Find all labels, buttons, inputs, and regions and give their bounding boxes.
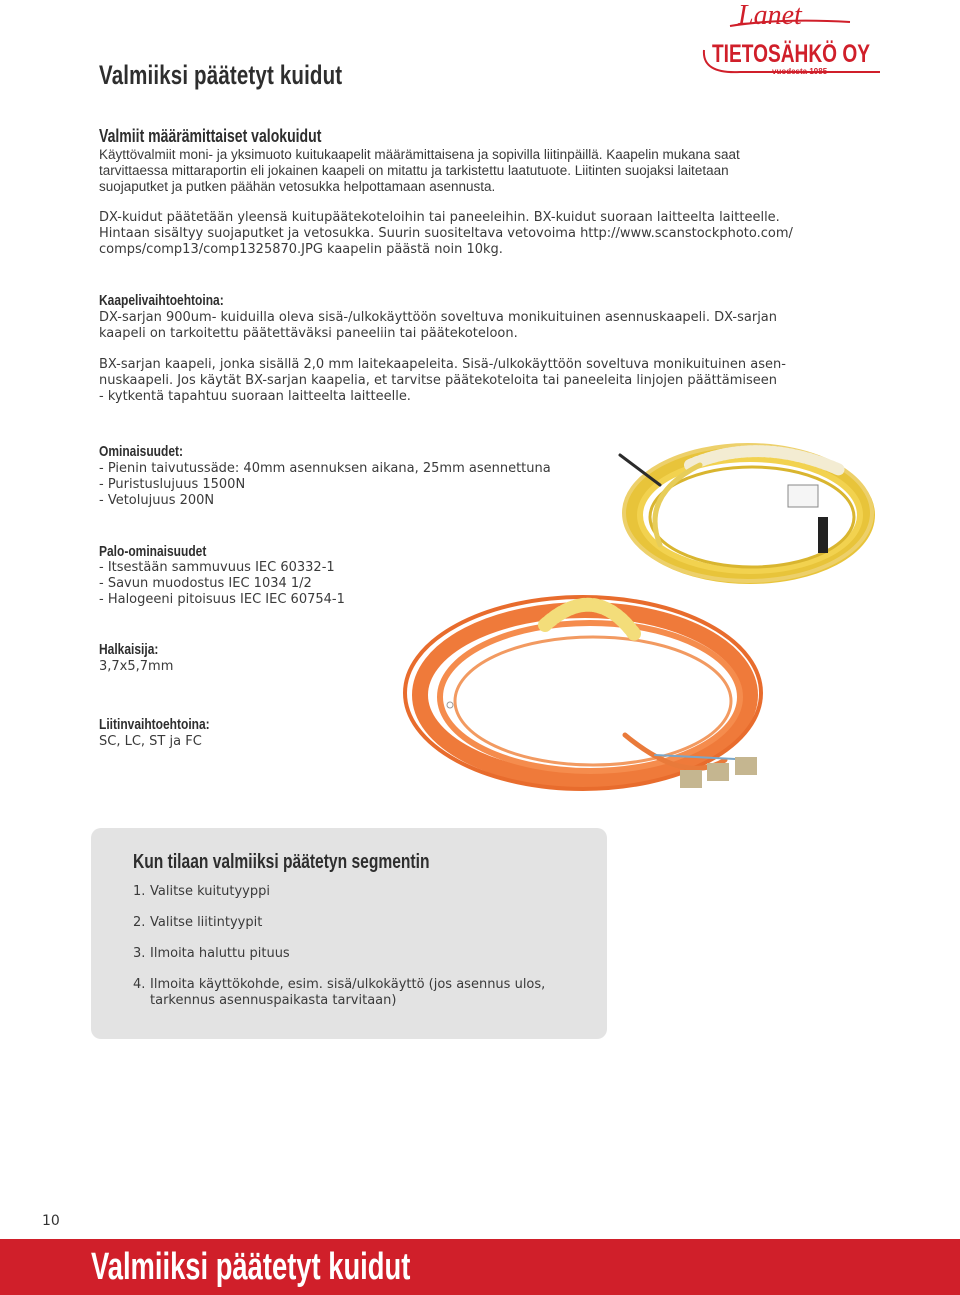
dx-info-line: comps/comp13/comp1325870.JPG kaapelin päästä noin 10kg. bbox=[99, 241, 503, 257]
connectors-heading: Liitinvaihtoehtoina: bbox=[99, 716, 210, 733]
order-step-number: 4. bbox=[133, 976, 146, 992]
fire-item: - Halogeeni pitoisuus IEC IEC 60754-1 bbox=[99, 591, 345, 607]
intro-line: Käyttövalmiit moni- ja yksimuoto kuitukaapelit määrämittaisena ja sopivilla liitinpäillä. Kaapelin mukana saat bbox=[99, 147, 740, 162]
order-box-title: Kun tilaan valmiiksi päätetyn segmentin bbox=[133, 851, 430, 873]
page-title: Valmiiksi päätetyt kuidut bbox=[99, 60, 343, 90]
intro-line: suojaputket ja putken päähän vetosukka helpottamaan asennusta. bbox=[99, 178, 496, 194]
bx-series-line: nuskaapeli. Jos käytät BX-sarjan kaapelia, et tarvitse päätekoteloita tai paneeleita linjojen päättämiseen bbox=[99, 372, 778, 388]
properties-heading: Ominaisuudet: bbox=[99, 443, 184, 460]
logo-company-text: TIETOSÄHKÖ OY bbox=[712, 40, 919, 68]
order-step-text: Ilmoita haluttu pituus bbox=[150, 945, 290, 961]
dx-series-line: DX-sarjan 900um- kuiduilla oleva sisä-/ulkokäyttöön soveltuva monikuituinen asennuskaapeli. DX-sarjan bbox=[99, 310, 778, 325]
dx-info-line: DX-kuidut päätetään yleensä kuitupäätekoteloihin tai paneeleihin. BX-kuidut suoraan laitteelta laitteelle. bbox=[99, 210, 780, 225]
page-number: 10 bbox=[42, 1213, 60, 1229]
property-item: - Pienin taivutussäde: 40mm asennuksen aikana, 25mm asennettuna bbox=[99, 461, 551, 476]
intro-text bbox=[99, 147, 859, 194]
company-logo bbox=[700, 0, 940, 90]
intro-heading: Valmiit määrämittaiset valokuidut bbox=[99, 126, 322, 146]
bx-series-text bbox=[99, 357, 859, 404]
bx-series-line: - kytkentä tapahtuu suoraan laitteelta laitteelle. bbox=[99, 388, 411, 404]
bx-series-line: BX-sarjan kaapeli, jonka sisällä 2,0 mm laitekaapeleita. Sisä-/ulkokäyttöön soveltuva monikuituinen asen- bbox=[99, 357, 786, 372]
dx-series-line: kaapeli on tarkoitettu päätettäväksi paneeliin tai päätekoteloon. bbox=[99, 325, 518, 341]
dx-info-text bbox=[99, 210, 859, 257]
order-step-line: Ilmoita käyttökohde, esim. sisä/ulkokäyttö (jos asennus ulos, bbox=[150, 976, 546, 992]
diameter-value: 3,7x5,7mm bbox=[99, 659, 174, 674]
dx-series-text bbox=[99, 310, 859, 342]
order-step-text: Valitse kuitutyyppi bbox=[150, 884, 270, 899]
order-step-number: 2. bbox=[133, 914, 146, 930]
order-steps-list bbox=[133, 884, 593, 1024]
fire-item: - Savun muodostus IEC 1034 1/2 bbox=[99, 575, 312, 591]
order-step-text bbox=[150, 977, 545, 1009]
connectors-value: SC, LC, ST ja FC bbox=[99, 734, 202, 749]
property-item: - Vetolujuus 200N bbox=[99, 492, 215, 508]
order-step-number: 3. bbox=[133, 945, 146, 961]
cable-options-heading: Kaapelivaihtoehtoina: bbox=[99, 292, 224, 309]
logo-since-text: vuodesta 1985 bbox=[772, 67, 828, 76]
logo-graphic bbox=[700, 0, 940, 90]
order-step bbox=[133, 915, 593, 931]
diameter-heading: Halkaisija: bbox=[99, 641, 159, 658]
order-step bbox=[133, 884, 593, 900]
order-step-text: Valitse liitintyypit bbox=[150, 914, 263, 930]
property-item: - Puristuslujuus 1500N bbox=[99, 476, 246, 492]
logo-brand-text: Lanet bbox=[738, 0, 802, 31]
yellow-cable-photo bbox=[600, 425, 880, 605]
order-step bbox=[133, 977, 593, 1009]
order-step-number: 1. bbox=[133, 884, 146, 899]
properties-list bbox=[99, 461, 599, 508]
fire-item: - Itsestään sammuvuus IEC 60332-1 bbox=[99, 560, 335, 575]
order-step-line: tarkennus asennuspaikasta tarvitaan) bbox=[150, 992, 397, 1008]
footer-title: Valmiiksi päätetyt kuidut bbox=[91, 1246, 411, 1288]
orange-cable-photo bbox=[395, 585, 815, 815]
fire-heading: Palo-ominaisuudet bbox=[99, 543, 207, 560]
intro-line: tarvittaessa mittaraportin eli jokainen kaapeli on mitattu ja tarkistettu laatutuote. Liitinten suojaksi laitetaan bbox=[99, 162, 729, 178]
order-step bbox=[133, 946, 593, 962]
dx-info-line: Hintaan sisältyy suojaputket ja vetosukka. Suurin suositeltava vetovoima http://www.scanstockphoto.com/ bbox=[99, 225, 793, 241]
